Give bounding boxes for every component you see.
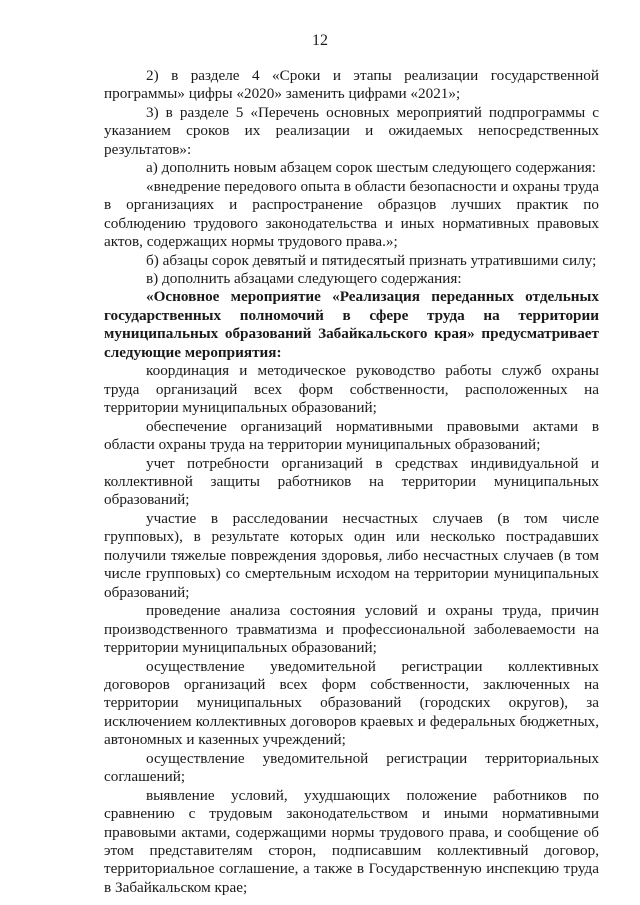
paragraph-subitem-b: б) абзацы сорок девятый и пятидесятый признать утратившими силу; xyxy=(146,251,597,269)
paragraph-subitem-a: а) дополнить новым абзацем сорок шестым следующего содержания: xyxy=(146,159,596,177)
paragraph-measure-normative-acts: обеспечение организаций нормативными правовыми актами в области охраны труда на территории муниципальных образований; xyxy=(104,417,599,454)
paragraph-quoted-new-text: «внедрение передового опыта в области безопасности и охраны труда в организациях и распространение образцов лучших практик по соблюдению трудового законодательства и иных нормативных правовых актов, содержащих нормы трудового права.»; xyxy=(104,177,599,251)
paragraph-item-3-section-5: 3) в разделе 5 «Перечень основных мероприятий подпрограммы с указанием сроков их реализации и ожидаемых непосредственных результатов»: xyxy=(104,103,599,158)
document-body xyxy=(104,67,599,897)
paragraph-measure-coordination: координация и методическое руководство работы служб охраны труда организаций всех форм собственности, расположенных на территории муниципальных образований; xyxy=(104,362,599,417)
paragraph-measure-analysis: проведение анализа состояния условий и охраны труда, причин производственного травматизма и профессиональной заболеваемости на территории муниципальных образований; xyxy=(104,602,599,657)
paragraph-measure-accident-investigation: участие в расследовании несчастных случаев (в том числе групповых), в результате которых один или несколько пострадавших получили тяжелые повреждения здоровья, либо несчастных случаев (в том числе групповых) со смертельным исходом на территории муниципальных образований; xyxy=(104,509,599,601)
paragraph-main-measure-heading: «Основное мероприятие «Реализация переданных отдельных государственных полномочий в сфере труда на территории муниципальных образований Забайкальского края» предусматривает следующие мероприятия: xyxy=(104,288,599,361)
paragraph-item-2-section-4: 2) в разделе 4 «Сроки и этапы реализации государственной программы» цифры «2020» заменить цифрами «2021»; xyxy=(104,67,599,103)
paragraph-subitem-v: в) дополнить абзацами следующего содержания: xyxy=(146,269,462,287)
paragraph-measure-territorial-agreements: осуществление уведомительной регистрации территориальных соглашений; xyxy=(104,749,599,786)
paragraph-measure-protective-equipment: учет потребности организаций в средствах индивидуальной и коллективной защиты работников на территории муниципальных образований; xyxy=(104,454,599,509)
paragraph-measure-worsening-conditions: выявление условий, ухудшающих положение работников по сравнению с трудовым законодательством и иными нормативными правовыми актами, содержащими нормы трудового права, и сообщение об этом представителям сторон, подписавшим коллективный договор, территориальное соглашение, а также в Государственную инспекцию труда в Забайкальском крае; xyxy=(104,786,599,896)
paragraph-measure-collective-agreements: осуществление уведомительной регистрации коллективных договоров организаций всех форм собственности, заключенных на территории муниципальных образований (городских округов), за исключением коллективных договоров краевых и федеральных бюджетных, автономных и казенных учреждений; xyxy=(104,657,599,749)
page-number: 12 xyxy=(312,32,328,49)
